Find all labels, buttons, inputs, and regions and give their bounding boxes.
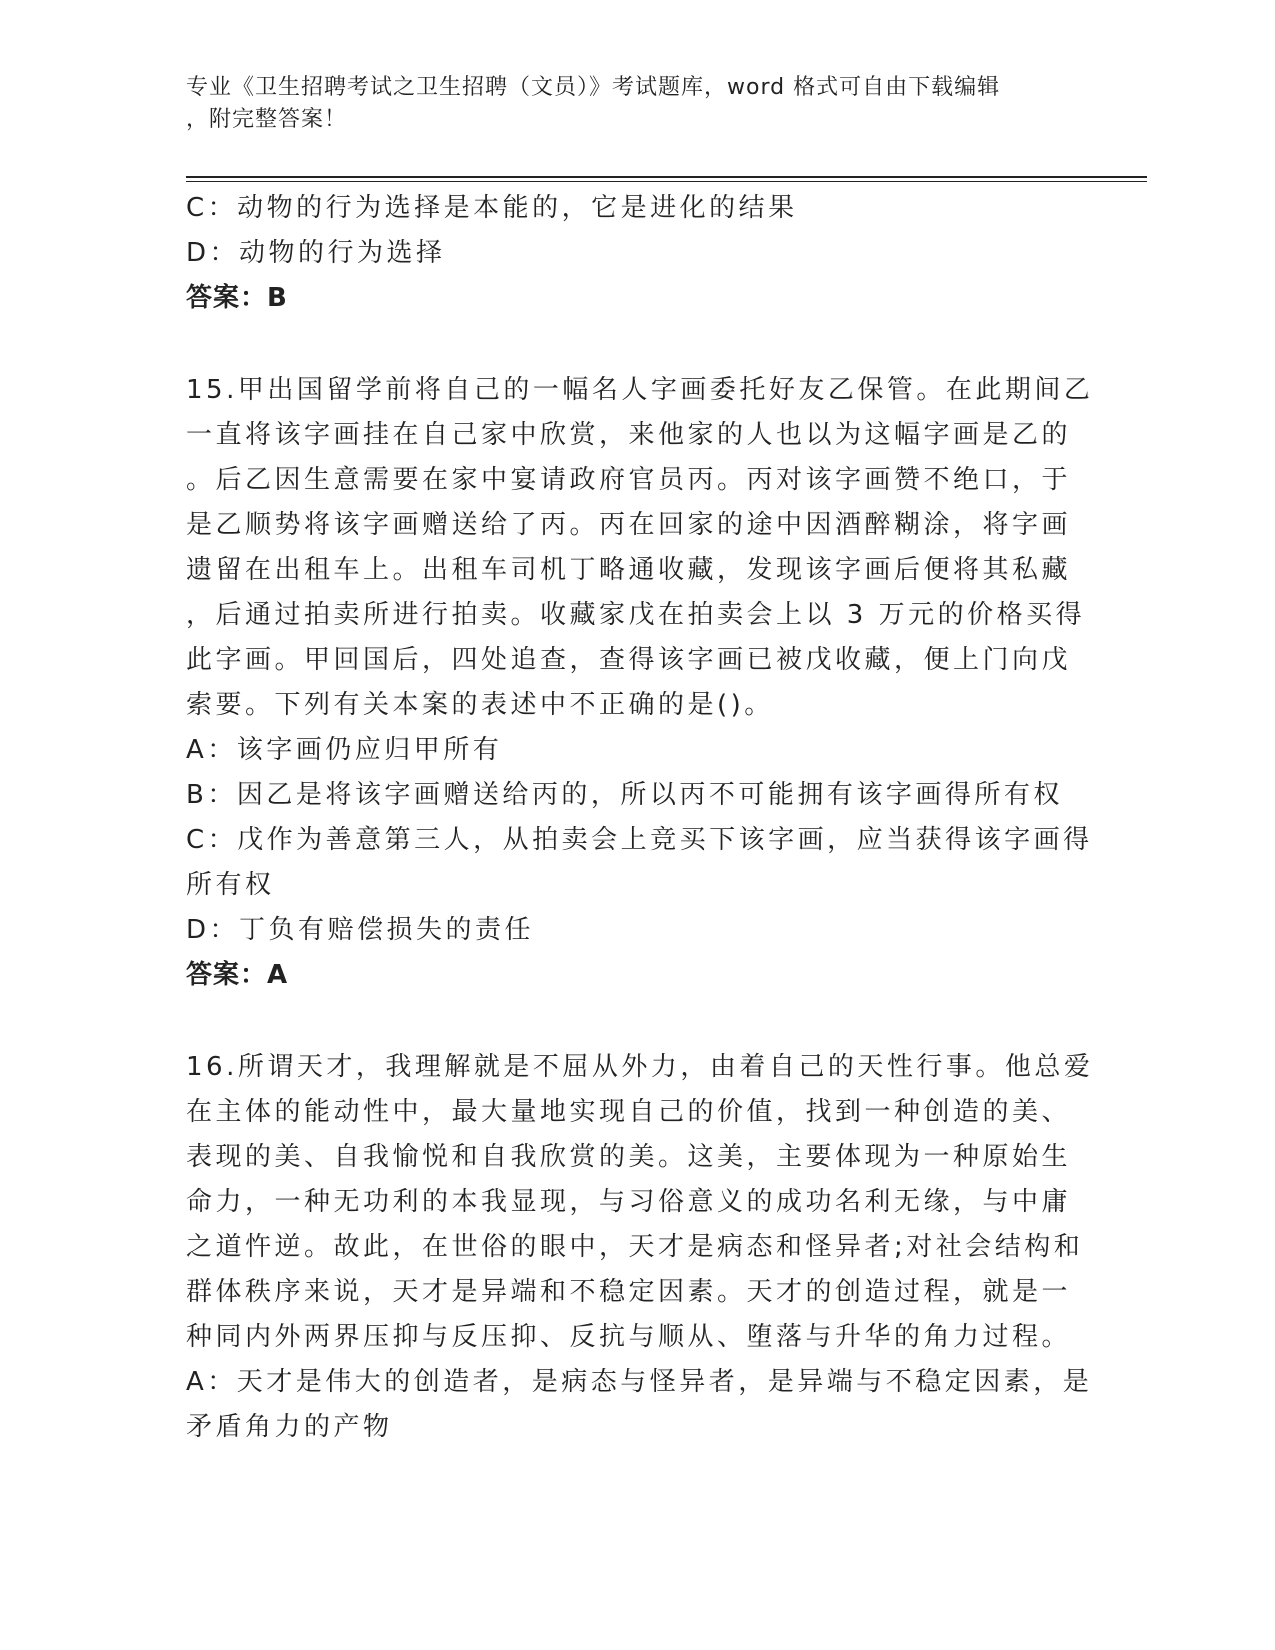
question-15-option-c-line: 所有权 [186, 870, 275, 900]
question-14-option-d: D：动物的行为选择 [186, 238, 446, 268]
question-16-option-a-line: 矛盾角力的产物 [186, 1412, 393, 1442]
question-16-stem-line: 命力，一种无功利的本我显现，与习俗意义的成功名利无缘，与中庸 [186, 1187, 1072, 1217]
question-15-stem-line: 索要。下列有关本案的表述中不正确的是()。 [186, 690, 774, 720]
header-divider-thick [186, 176, 1147, 178]
question-15-stem-line: ，后通过拍卖所进行拍卖。收藏家戊在拍卖会上以 3 万元的价格买得 [186, 600, 1086, 630]
page-header [186, 72, 1066, 136]
question-14 [186, 186, 1066, 321]
question-16-stem-line: 种同内外两界压抑与反压抑、反抗与顺从、堕落与升华的角力过程。 [186, 1322, 1072, 1352]
question-15-stem [186, 368, 1094, 728]
question-15-option-a: A：该字画仍应归甲所有 [186, 735, 503, 765]
question-16-stem [186, 1045, 1094, 1360]
header-line-1: 专业《卫生招聘考试之卫生招聘（文员）》考试题库，word 格式可自由下载编辑 [186, 75, 1001, 100]
question-15-option-c [186, 818, 1093, 908]
question-15-stem-line: 一直将该字画挂在自己家中欣赏，来他家的人也以为这幅字画是乙的 [186, 420, 1072, 450]
header-divider-thin [186, 181, 1147, 182]
question-16-option-a [186, 1360, 1093, 1450]
header-line-2: ，附完整答案！ [186, 107, 348, 132]
question-15-stem-line: 。后乙因生意需要在家中宴请政府官员丙。丙对该字画赞不绝口，于 [186, 465, 1072, 495]
question-15-stem-line: 是乙顺势将该字画赠送给了丙。丙在回家的途中因酒醉糊涂，将字画 [186, 510, 1072, 540]
question-15-stem-line: 15.甲出国留学前将自己的一幅名人字画委托好友乙保管。在此期间乙 [186, 375, 1094, 405]
question-15 [186, 368, 1094, 998]
question-15-option-d: D：丁负有赔偿损失的责任 [186, 915, 535, 945]
question-16-stem-line: 在主体的能动性中，最大量地实现自己的价值，找到一种创造的美、 [186, 1097, 1072, 1127]
question-15-stem-line: 遗留在出租车上。出租车司机丁略通收藏，发现该字画后便将其私藏 [186, 555, 1072, 585]
question-14-option-c: C：动物的行为选择是本能的，它是进化的结果 [186, 193, 798, 223]
question-15-stem-line: 此字画。甲回国后，四处追查，查得该字画已被戊收藏，便上门向戊 [186, 645, 1072, 675]
question-15-answer: 答案：A [186, 960, 289, 990]
question-16-stem-line: 之道忤逆。故此，在世俗的眼中，天才是病态和怪异者;对社会结构和 [186, 1232, 1084, 1262]
question-16-stem-line: 16.所谓天才，我理解就是不屈从外力，由着自己的天性行事。他总爱 [186, 1052, 1094, 1082]
question-content [186, 186, 1094, 1450]
question-16 [186, 1045, 1094, 1450]
question-16-stem-line: 表现的美、自我愉悦和自我欣赏的美。这美，主要体现为一种原始生 [186, 1142, 1072, 1172]
question-16-stem-line: 群体秩序来说，天才是异端和不稳定因素。天才的创造过程，就是一 [186, 1277, 1072, 1307]
question-14-answer: 答案：B [186, 283, 288, 313]
question-spacer [186, 998, 1066, 1045]
question-15-option-b: B：因乙是将该字画赠送给丙的，所以丙不可能拥有该字画得所有权 [186, 780, 1063, 810]
question-15-option-c-line: C：戊作为善意第三人，从拍卖会上竞买下该字画，应当获得该字画得 [186, 825, 1093, 855]
question-spacer [186, 321, 1066, 368]
question-16-option-a-line: A：天才是伟大的创造者，是病态与怪异者，是异端与不稳定因素，是 [186, 1367, 1093, 1397]
